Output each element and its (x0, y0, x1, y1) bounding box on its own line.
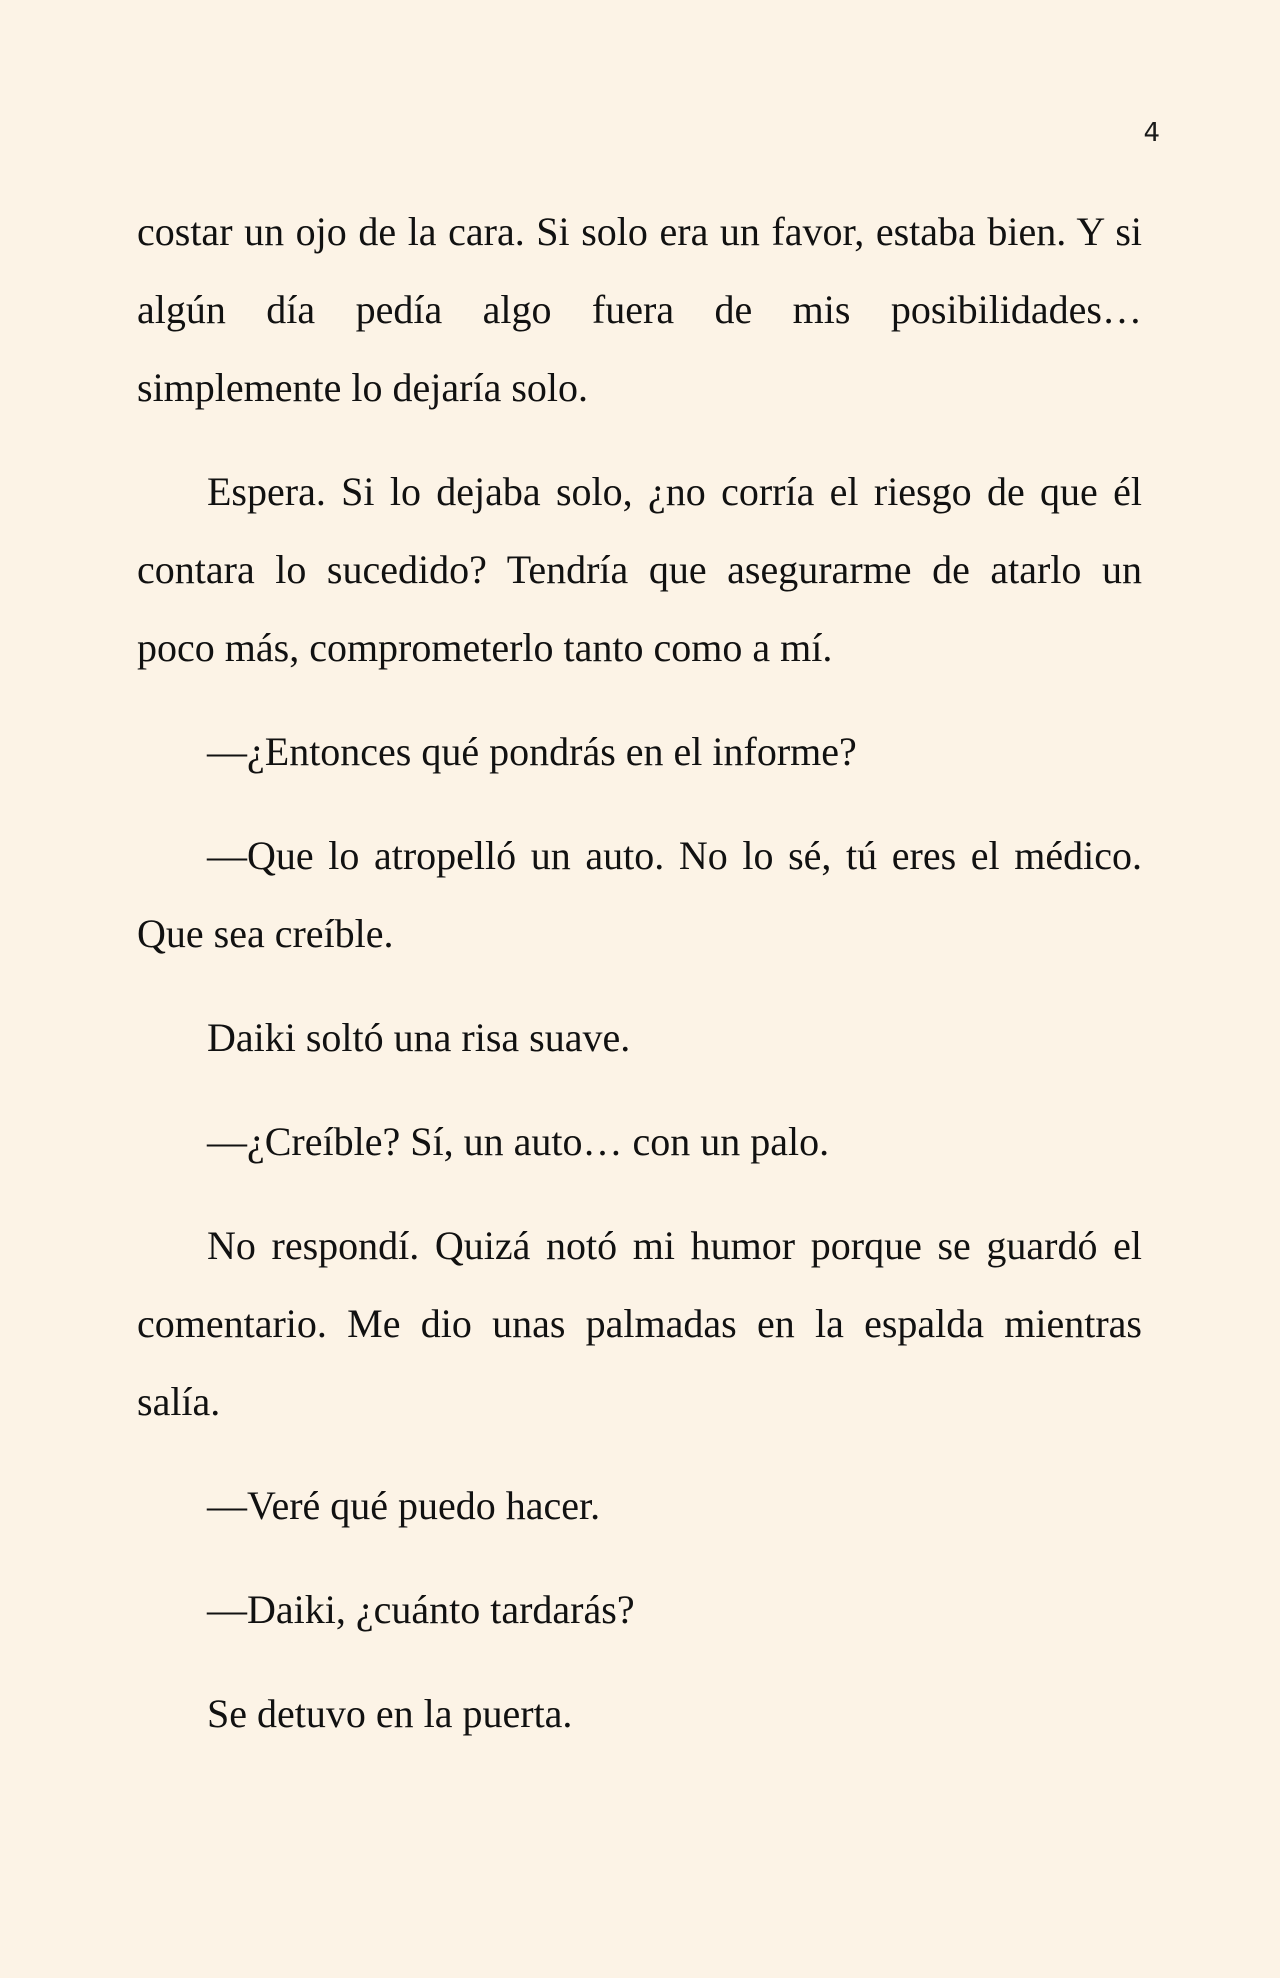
paragraph: No respondí. Quizá notó mi humor porque se guardó el comentario. Me dio unas palmadas en la espalda mientras salía. (137, 1223, 1142, 1424)
paragraph: Daiki soltó una risa suave. (207, 1015, 631, 1060)
page-text-body (137, 193, 1142, 1779)
dialogue-line: —Daiki, ¿cuánto tardarás? (207, 1587, 635, 1632)
dialogue-line: —¿Entonces qué pondrás en el informe? (207, 729, 857, 774)
dialogue-line: —Que lo atropelló un auto. No lo sé, tú eres el médico. Que sea creíble. (137, 833, 1142, 956)
dialogue-line: —¿Creíble? Sí, un auto… con un palo. (207, 1119, 830, 1164)
paragraph: Espera. Si lo dejaba solo, ¿no corría el riesgo de que él contara lo sucedido? Tendría que asegurarme de atarlo un poco más, comprometerlo tanto como a mí. (137, 469, 1142, 670)
paragraph: costar un ojo de la cara. Si solo era un favor, estaba bien. Y si algún día pedía algo fuera de mis posibilidades… simplemente lo dejaría solo. (137, 209, 1142, 410)
page-number: 4 (1143, 118, 1160, 148)
paragraph: Se detuvo en la puerta. (207, 1691, 573, 1736)
dialogue-line: —Veré qué puedo hacer. (207, 1483, 601, 1528)
